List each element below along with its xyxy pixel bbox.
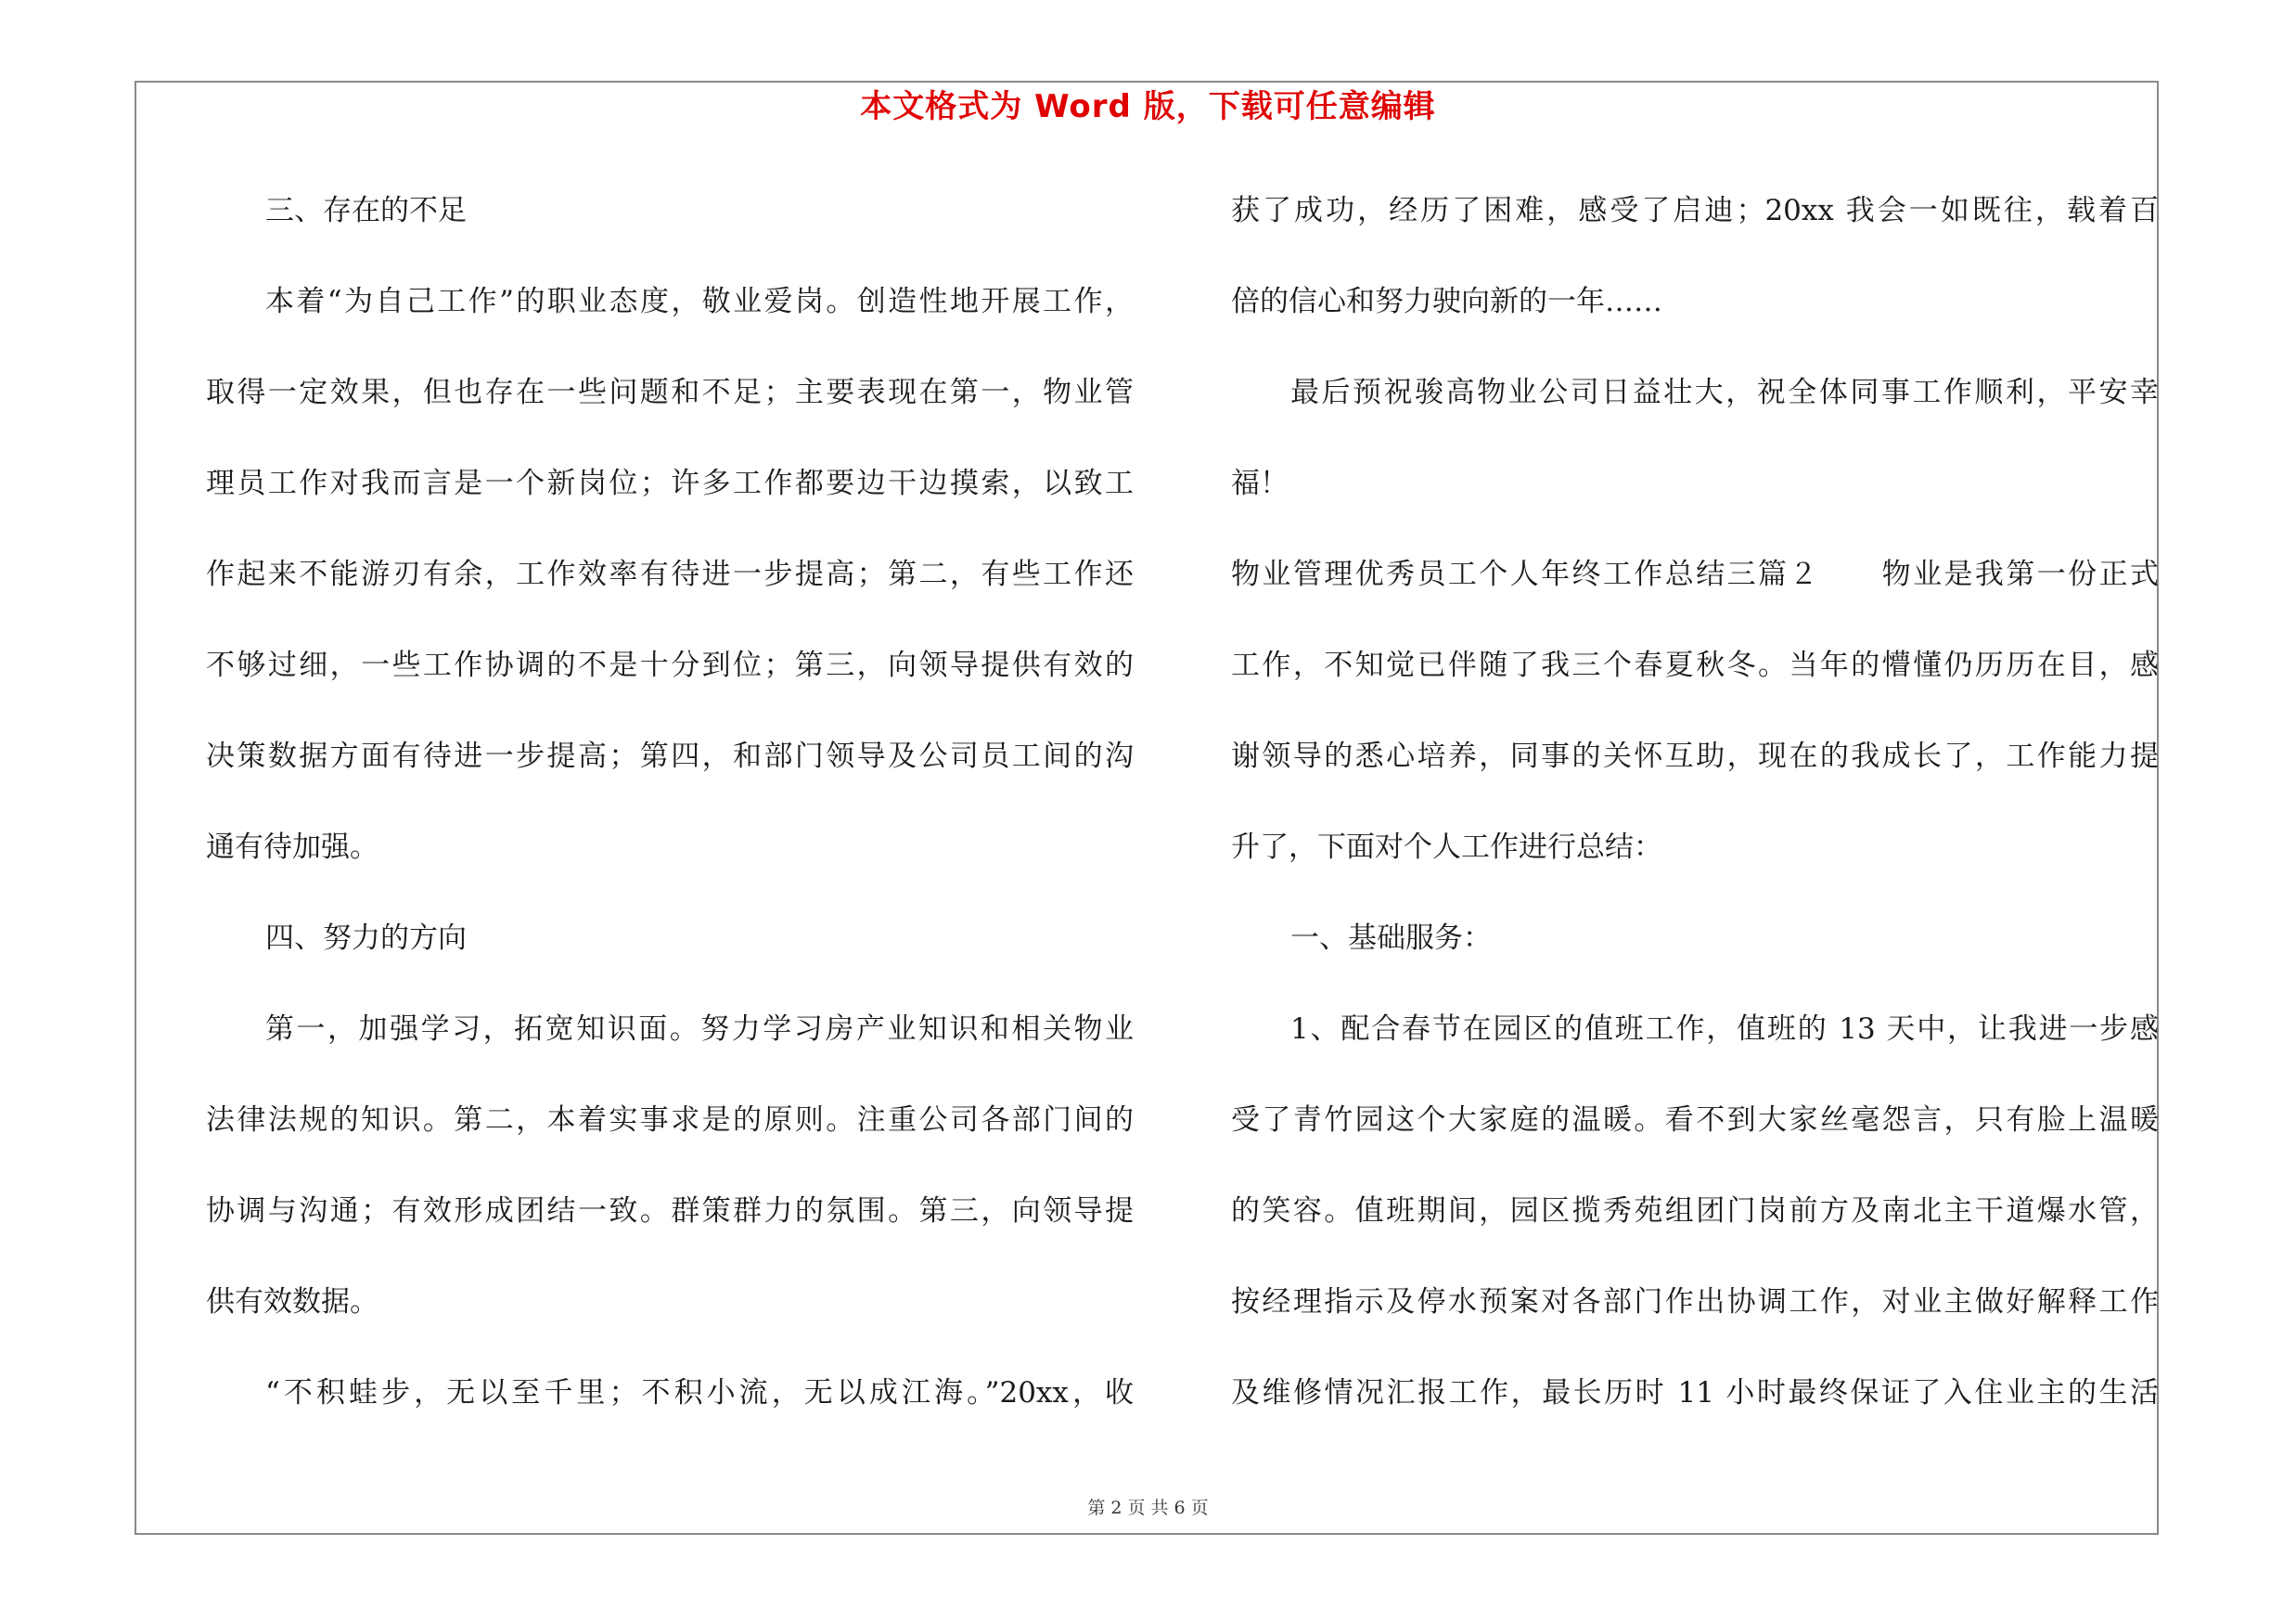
left-text-column xyxy=(206,183,1134,1456)
text-line: 第一，加强学习，拓宽知识面。努力学习房产业知识和相关物业 xyxy=(265,1012,1134,1046)
page-number-footer: 第 2 页 共 6 页 xyxy=(1087,1498,1209,1518)
text-line: 决策数据方面有待进一步提高；第四，和部门领导及公司员工间的沟 xyxy=(206,740,1134,773)
text-line: 供有效数据。 xyxy=(206,1285,378,1319)
text-line: 不够过细，一些工作协调的不是十分到位；第三，向领导提供有效的 xyxy=(206,649,1134,682)
text-line: 一、基础服务： xyxy=(1290,921,1492,955)
text-line: 本着“为自己工作”的职业态度，敬业爱岗。创造性地开展工作， xyxy=(265,285,1134,318)
text-line: 通有待加强。 xyxy=(206,831,378,864)
text-line: “不积蛙步，无以至千里；不积小流，无以成江海。”20xx，收 xyxy=(265,1376,1134,1410)
text-line: 协调与沟通；有效形成团结一致。群策群力的氛围。第三，向领导提 xyxy=(206,1194,1134,1228)
text-line: 谢领导的悉心培养，同事的关怀互助，现在的我成长了，工作能力提 xyxy=(1231,740,2159,773)
text-line: 及维修情况汇报工作，最长历时 11 小时最终保证了入住业主的生活 xyxy=(1231,1376,2159,1410)
text-line: 三、存在的不足 xyxy=(265,194,467,227)
right-text-column xyxy=(1231,183,2159,1456)
text-line: 升了，下面对个人工作进行总结： xyxy=(1231,831,1662,864)
text-line: 最后预祝骏高物业公司日益壮大，祝全体同事工作顺利，平安幸 xyxy=(1290,376,2159,409)
text-line: 作起来不能游刃有余，工作效率有待进一步提高；第二，有些工作还 xyxy=(206,558,1134,591)
text-line: 工作，不知觉已伴随了我三个春夏秋冬。当年的懵懂仍历历在目，感 xyxy=(1231,649,2159,682)
text-line: 1、配合春节在园区的值班工作，值班的 13 天中，让我进一步感 xyxy=(1290,1012,2159,1046)
format-notice-banner: 本文格式为 Word 版，下载可任意编辑 xyxy=(860,88,1436,125)
text-line: 按经理指示及停水预案对各部门作出协调工作，对业主做好解释工作 xyxy=(1231,1285,2159,1319)
text-line: 理员工作对我而言是一个新岗位；许多工作都要边干边摸索，以致工 xyxy=(206,467,1134,500)
text-line: 物业管理优秀员工个人年终工作总结三篇２ 物业是我第一份正式 xyxy=(1231,558,2159,591)
text-line: 倍的信心和努力驶向新的一年…… xyxy=(1231,285,1662,318)
text-line: 获了成功，经历了困难，感受了启迪；20xx 我会一如既往，载着百 xyxy=(1231,194,2159,227)
text-line: 受了青竹园这个大家庭的温暖。看不到大家丝毫怨言，只有脸上温暖 xyxy=(1231,1103,2159,1137)
text-line: 的笑容。值班期间，园区揽秀苑组团门岗前方及南北主干道爆水管， xyxy=(1231,1194,2159,1228)
text-line: 法律法规的知识。第二，本着实事求是的原则。注重公司各部门间的 xyxy=(206,1103,1134,1137)
text-line: 福！ xyxy=(1231,467,1289,500)
text-line: 取得一定效果，但也存在一些问题和不足；主要表现在第一，物业管 xyxy=(206,376,1134,409)
text-line: 四、努力的方向 xyxy=(265,921,467,955)
